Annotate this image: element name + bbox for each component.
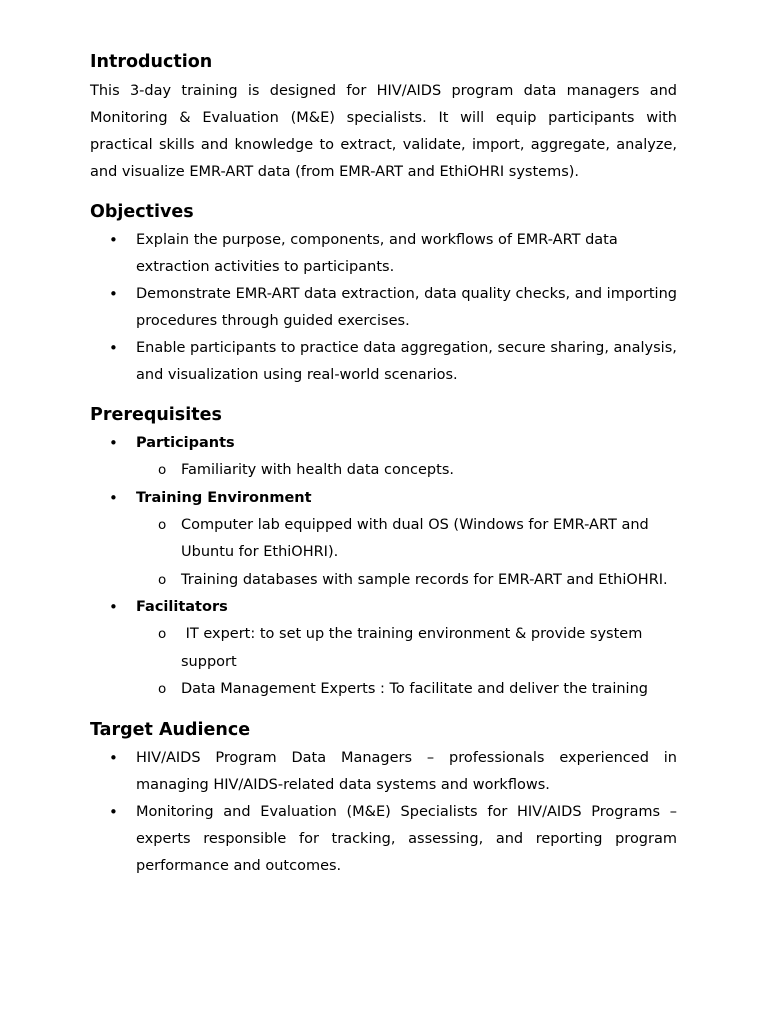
target-audience-list	[90, 745, 677, 880]
prerequisite-group-training-environment	[90, 485, 677, 595]
prerequisites-list	[90, 430, 677, 704]
objectives-heading: Objectives	[90, 202, 194, 222]
prerequisite-sublist	[136, 512, 677, 595]
prerequisite-group-label: Participants	[136, 435, 235, 451]
introduction-heading: Introduction	[90, 52, 213, 72]
prerequisite-subitem: o Familiarity with health data concepts.	[136, 457, 677, 485]
introduction-section	[90, 50, 677, 186]
objectives-list	[90, 227, 677, 389]
prerequisite-group-facilitators	[90, 594, 677, 704]
prerequisite-group-participants	[90, 430, 677, 485]
objective-item: • Explain the purpose, components, and workflows of EMR-ART data extraction activities to participants.	[90, 227, 677, 281]
target-audience-item: • Monitoring and Evaluation (M&E) Specialists for HIV/AIDS Programs – experts responsible for tracking, assessing, and reporting program performance and outcomes.	[90, 799, 677, 880]
prerequisite-group-label: Facilitators	[136, 599, 228, 615]
objectives-section	[90, 200, 677, 389]
prerequisite-subitem: o Training databases with sample records for EMR-ART and EthiOHRI.	[136, 567, 677, 595]
prerequisite-sublist	[136, 621, 677, 704]
prerequisites-section	[90, 403, 677, 704]
prerequisite-subitem: o IT expert: to set up the training environment & provide system support	[136, 621, 677, 676]
objective-item: • Enable participants to practice data aggregation, secure sharing, analysis, and visualization using real-world scenarios.	[90, 335, 677, 389]
objective-item: • Demonstrate EMR-ART data extraction, data quality checks, and importing procedures through guided exercises.	[90, 281, 677, 335]
prerequisite-sublist	[136, 457, 677, 485]
prerequisites-heading: Prerequisites	[90, 405, 222, 425]
prerequisite-subitem: o Data Management Experts : To facilitate and deliver the training	[136, 676, 677, 704]
target-audience-section	[90, 718, 677, 880]
document-content	[90, 50, 677, 880]
prerequisite-subitem: o Computer lab equipped with dual OS (Windows for EMR-ART and Ubuntu for EthiOHRI).	[136, 512, 677, 567]
introduction-text: This 3-day training is designed for HIV/AIDS program data managers and Monitoring & Evaluation (M&E) specialists. It will equip participants with practical skills and knowledge to extract, validate, import, aggregate, analyze, and visualize EMR-ART data (from EMR-ART and EthiOHRI systems).	[90, 83, 677, 180]
target-audience-item: • HIV/AIDS Program Data Managers – professionals experienced in managing HIV/AIDS-related data systems and workflows.	[90, 745, 677, 799]
target-audience-heading: Target Audience	[90, 719, 251, 740]
prerequisite-group-label: Training Environment	[136, 489, 312, 506]
